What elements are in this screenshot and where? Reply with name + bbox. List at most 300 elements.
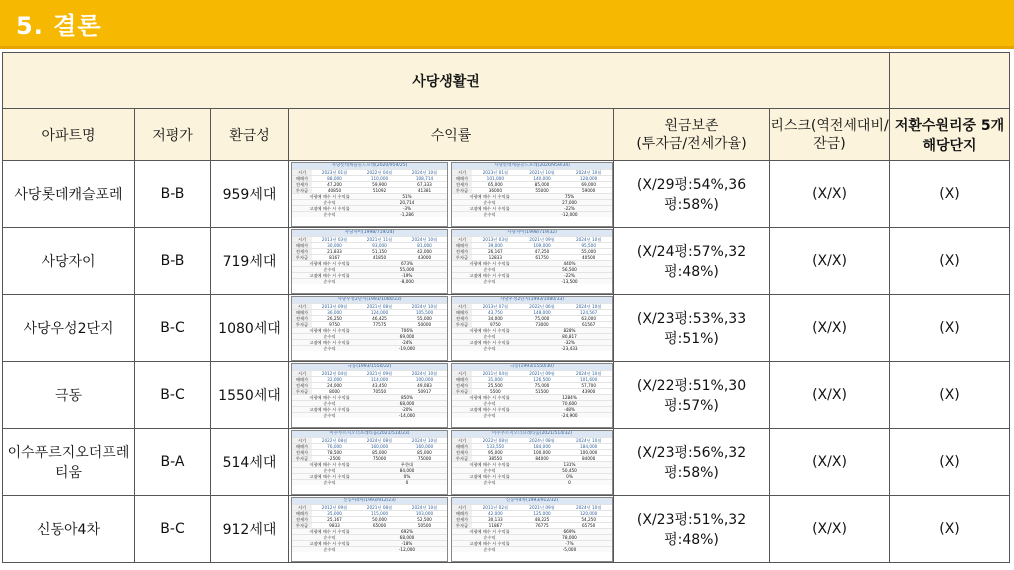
mini-table-cell: 77575 <box>372 322 387 327</box>
returns-cell <box>289 228 614 295</box>
mini-table-cell: 76,000 <box>327 444 342 449</box>
mini-table-cell: 시기 <box>292 170 312 175</box>
mini-summary-label: 저평에 매수 시 수익률 <box>309 462 350 467</box>
mini-table-summary <box>292 327 447 333</box>
mini-table-cell: 시기 <box>452 505 472 510</box>
mini-table-row <box>452 242 612 248</box>
mini-table-cell: 55000 <box>535 188 549 193</box>
mini-table-cell: 투자금 <box>452 255 472 260</box>
mini-table-cell: 2011년 04월 <box>482 371 509 376</box>
mini-table-cell: 54,250 <box>581 517 596 522</box>
returns-tables <box>289 496 613 562</box>
mini-table-cell: 110,000 <box>370 176 389 181</box>
mini-summary-label: 순수익 <box>323 212 336 217</box>
mini-summary-label: 순수익 <box>323 535 336 540</box>
mini-summary-label: 고점에 매수 시 수익률 <box>469 541 510 546</box>
note-value: (X) <box>890 228 1010 295</box>
returns-mini-table <box>451 162 613 227</box>
mini-table-row <box>292 376 447 382</box>
returns-mini-table <box>451 296 613 361</box>
mini-table-cell: 40850 <box>327 188 342 193</box>
returns-tables <box>289 429 613 495</box>
mini-table-cell: 55,000 <box>581 249 596 254</box>
risk-value: (X/X) <box>770 228 890 295</box>
mini-table-cell: 115,000 <box>370 511 389 516</box>
mini-summary-value: 706% <box>401 328 413 333</box>
mini-table-cell: 투자금 <box>452 456 472 461</box>
header-risk <box>770 109 890 161</box>
mini-table-cell: 93,000 <box>372 243 387 248</box>
mini-table-summary <box>452 406 612 412</box>
mini-table-summary <box>292 479 447 485</box>
mini-table-cell: 2011년 02월 <box>482 505 509 510</box>
returns-mini-table <box>291 229 448 294</box>
mini-summary-value: -8,000 <box>400 279 414 284</box>
mini-table-cell: 시기 <box>452 371 472 376</box>
risk-value: (X/X) <box>770 429 890 496</box>
mini-table-summary <box>292 400 447 406</box>
mini-table-title: 사당롯데캐슬골드포레(2020/959/25) <box>292 163 447 169</box>
mini-table-cell: 2021년 09월 <box>529 237 555 242</box>
header-principal-line2: (투자금/전세가율) <box>636 135 747 152</box>
conclusion-table <box>2 52 1010 563</box>
mini-summary-value: 78,000 <box>562 535 577 540</box>
mini-summary-label: 저평에 매수 시 수익률 <box>309 328 350 333</box>
mini-summary-label: 고점에 매수 시 수익률 <box>469 407 510 412</box>
mini-summary-value: 131% <box>563 462 576 467</box>
mini-table-cell: 전세가 <box>292 182 312 187</box>
returns-cell <box>289 429 614 496</box>
mini-table-title: 사당롯데캐슬골드포레(2020/959/34) <box>452 163 612 169</box>
mini-table-cell: 매매가 <box>452 310 472 315</box>
mini-summary-value: 27,000 <box>562 200 577 205</box>
mini-summary-value: 850% <box>401 395 413 400</box>
mini-table-cell: 전세가 <box>452 383 472 388</box>
mini-table-cell: 49,083 <box>417 383 432 388</box>
mini-table-cell: 43000 <box>417 255 432 260</box>
mini-summary-label: 고점에 매수 시 수익률 <box>469 474 510 479</box>
mini-table-cell: 140,000 <box>533 176 551 181</box>
mini-table-row <box>452 443 612 449</box>
mini-summary-label: 순수익 <box>323 279 336 284</box>
mini-summary-value: 0 <box>405 480 409 485</box>
mini-table-cell: 32,000 <box>327 377 342 382</box>
mini-summary-label: 고점에 매수 시 수익률 <box>469 206 510 211</box>
mini-table-row <box>292 510 447 516</box>
mini-table-cell: 30,000 <box>327 243 342 248</box>
mini-table-cell: 46,425 <box>372 316 387 321</box>
mini-summary-value: -12,000 <box>561 212 578 217</box>
mini-table-cell: 투자금 <box>452 322 472 327</box>
mini-summary-label: 순수익 <box>483 200 496 205</box>
mini-table-summary <box>452 339 612 345</box>
mini-table-summary <box>452 272 612 278</box>
mini-table-cell: 9750 <box>490 322 501 327</box>
mini-table-cell: 65750 <box>582 523 596 528</box>
mini-table-summary <box>452 528 612 534</box>
mini-table-cell: 42,000 <box>417 249 432 254</box>
note-value: (X) <box>890 496 1010 563</box>
mini-table-cell: 26,167 <box>488 249 503 254</box>
mini-table-cell: 매매가 <box>452 243 472 248</box>
mini-summary-label: 고점에 매수 시 수익률 <box>469 273 510 278</box>
mini-table-row <box>452 309 612 315</box>
mini-summary-value: -14,000 <box>398 413 416 418</box>
mini-summary-label: 저평에 매수 시 수익률 <box>469 462 510 467</box>
mini-table-row <box>292 242 447 248</box>
mini-table-row <box>452 175 612 181</box>
mini-table-summary <box>452 394 612 400</box>
mini-table-summary <box>292 260 447 266</box>
mini-table-cell: 매매가 <box>452 377 472 382</box>
mini-summary-label: 고점에 매수 시 수익률 <box>469 340 510 345</box>
returns-mini-table <box>451 497 613 562</box>
mini-table-cell: 시기 <box>452 438 472 443</box>
mini-table-cell: 2021년 10월 <box>529 170 555 175</box>
mini-table-cell: 2021년 08월 <box>366 505 393 510</box>
mini-table-summary <box>452 461 612 467</box>
mini-table-summary <box>292 345 447 351</box>
header-risk-line1: 리스크(역전세대비/ <box>770 117 889 134</box>
mini-table-cell: 101,600 <box>580 377 598 382</box>
mini-table-row <box>452 437 612 443</box>
mini-summary-label: 순수익 <box>323 401 336 406</box>
mini-table-summary <box>452 193 612 199</box>
mini-table-cell: 2021년 09월 <box>529 505 555 510</box>
principal-value: (X/29평:54%,36평:58%) <box>614 161 770 228</box>
mini-table-cell: 2012년 09월 <box>321 505 348 510</box>
mini-table-cell: 59000 <box>582 188 596 193</box>
mini-table-summary <box>292 193 447 199</box>
returns-mini-table <box>291 363 448 428</box>
mini-summary-label: 고점에 매수 시 수익률 <box>309 474 350 479</box>
mini-table-summary <box>452 412 612 418</box>
mini-table-cell: 85,000 <box>372 450 387 455</box>
mini-table-cell: 88,000 <box>327 176 342 181</box>
mini-summary-label: 저평에 매수 시 수익률 <box>469 328 510 333</box>
mini-table-cell: 9833 <box>329 523 340 528</box>
header-rating: 저평가 <box>135 109 211 161</box>
mini-table-cell: 투자금 <box>292 322 312 327</box>
returns-tables <box>289 161 613 227</box>
mini-table-title: 사당우성2단지(1993/1080/23) <box>292 297 447 303</box>
mini-table-cell: 184,000 <box>533 444 551 449</box>
mini-table-row <box>292 370 447 376</box>
header-name: 아파트명 <box>3 109 135 161</box>
mini-summary-value: 75% <box>564 194 575 199</box>
principal-value: (X/23평:51%,32평:48%) <box>614 496 770 563</box>
mini-summary-value: -24% <box>401 340 413 345</box>
mini-table-cell: 2024년 10월 <box>575 371 602 376</box>
mini-table-title: 극동(1993/1550/30) <box>452 364 612 370</box>
mini-table-cell: 24,000 <box>327 383 342 388</box>
mini-table-cell: 전세가 <box>292 316 312 321</box>
mini-table-cell: 매매가 <box>452 176 472 181</box>
mini-table-title: 신동아4차(1993/912/32) <box>452 498 612 504</box>
mini-table-summary <box>452 205 612 211</box>
mini-table-cell: 전세가 <box>292 249 312 254</box>
mini-table-cell: 전세가 <box>292 450 312 455</box>
mini-table-cell: 2024년 10월 <box>411 438 438 443</box>
mini-summary-value: -1,286 <box>400 212 414 217</box>
mini-table-cell: 21,833 <box>327 249 342 254</box>
mini-table-cell: 59,900 <box>372 182 387 187</box>
mini-table-title: 이수푸르지오더프레티움(2021/514/23) <box>292 431 447 437</box>
returns-mini-table <box>451 363 613 428</box>
mini-table-cell: 전세가 <box>452 182 472 187</box>
mini-table-row <box>452 303 612 309</box>
mini-table-cell: 매매가 <box>452 444 472 449</box>
mini-table-summary <box>292 199 447 205</box>
mini-summary-label: 순수익 <box>483 480 496 485</box>
mini-table-cell: 160,000 <box>370 444 389 449</box>
mini-table-cell: 39,000 <box>488 243 503 248</box>
mini-table-summary <box>452 479 612 485</box>
mini-summary-value: 673% <box>401 261 413 266</box>
mini-summary-label: 순수익 <box>483 279 496 284</box>
mini-summary-label: 저평에 매수 시 수익률 <box>469 261 510 266</box>
table-row <box>3 429 1010 496</box>
mini-table-row <box>452 382 612 388</box>
mini-table-summary <box>452 400 612 406</box>
returns-mini-table <box>291 430 448 495</box>
mini-table-cell: 47,200 <box>327 182 342 187</box>
principal-value: (X/23평:53%,33평:51%) <box>614 295 770 362</box>
returns-mini-table <box>291 497 448 562</box>
mini-table-summary <box>292 528 447 534</box>
mini-summary-value: -7% <box>565 541 574 546</box>
mini-table-summary <box>452 333 612 339</box>
mini-summary-value: -19% <box>401 273 413 278</box>
mini-table-title: 사당자이(1998/719/24) <box>292 230 447 236</box>
mini-summary-label: 순수익 <box>483 267 496 272</box>
mini-summary-label: 순수익 <box>323 346 336 351</box>
rating-value: B-B <box>135 161 211 228</box>
section-header <box>0 0 1014 46</box>
mini-table-cell: 50500 <box>417 523 432 528</box>
apartment-name: 극동 <box>3 362 135 429</box>
mini-table-cell: 51500 <box>535 389 549 394</box>
mini-table-cell: 2024년 10월 <box>575 304 602 309</box>
rating-value: B-A <box>135 429 211 496</box>
mini-summary-label: 순수익 <box>483 468 496 473</box>
mini-table-cell: 70550 <box>372 389 387 394</box>
mini-table-row <box>292 437 447 443</box>
mini-table-cell: 11867 <box>488 523 502 528</box>
mini-table-summary <box>452 467 612 473</box>
mini-table-summary <box>292 461 447 467</box>
mini-table-cell: 100,000 <box>533 450 551 455</box>
principal-value: (X/23평:56%,32평:58%) <box>614 429 770 496</box>
mini-summary-label: 고점에 매수 시 수익률 <box>309 407 350 412</box>
mini-summary-value: 56,500 <box>562 267 577 272</box>
mini-table-row <box>292 382 447 388</box>
mini-summary-value: 무한대 <box>400 462 414 467</box>
liquidity-value: 1080세대 <box>211 295 289 362</box>
returns-cell <box>289 362 614 429</box>
mini-table-cell: 2024년 10월 <box>575 505 602 510</box>
mini-table-row <box>292 187 447 193</box>
risk-value: (X/X) <box>770 295 890 362</box>
mini-table-cell: 2021년 08월 <box>366 304 393 309</box>
note-value: (X) <box>890 295 1010 362</box>
mini-table-row <box>452 254 612 260</box>
mini-table-cell: 55,000 <box>417 316 432 321</box>
mini-table-cell: 84000 <box>535 456 549 461</box>
mini-table-cell: 시기 <box>292 505 312 510</box>
risk-value: (X/X) <box>770 161 890 228</box>
mini-table-cell: 38550 <box>488 456 502 461</box>
mini-table-row <box>452 187 612 193</box>
mini-table-summary <box>292 467 447 473</box>
mini-table-row <box>452 449 612 455</box>
mini-summary-value: 669% <box>563 529 576 534</box>
rating-value: B-B <box>135 228 211 295</box>
mini-table-cell: 57,700 <box>581 383 596 388</box>
mini-summary-label: 고점에 매수 시 수익률 <box>309 273 350 278</box>
mini-table-cell: 시기 <box>292 304 312 309</box>
mini-table-cell: 126,500 <box>533 377 551 382</box>
mini-table-cell: 투자금 <box>292 456 312 461</box>
table-body <box>3 161 1010 563</box>
mini-table-cell: 42,000 <box>488 511 503 516</box>
mini-table-cell: 전세가 <box>452 450 472 455</box>
mini-table-summary <box>292 394 447 400</box>
mini-table-cell: 36,000 <box>327 310 342 315</box>
mini-table-cell: 2021년 11월 <box>366 237 393 242</box>
note-value: (X) <box>890 362 1010 429</box>
mini-table-row <box>452 504 612 510</box>
mini-table-cell: 34,000 <box>488 316 503 321</box>
mini-table-title: 사당자이(1998/719/32) <box>452 230 612 236</box>
mini-table-cell: 25,500 <box>488 383 503 388</box>
mini-summary-value: -20% <box>401 407 413 412</box>
apartment-name: 사당롯데캐슬포레 <box>3 161 135 228</box>
header-principal <box>614 109 770 161</box>
returns-tables <box>289 228 613 294</box>
mini-summary-value: 68,000 <box>399 535 415 540</box>
mini-summary-value: 828% <box>563 328 576 333</box>
mini-table-cell: 전세가 <box>292 517 312 522</box>
mini-table-cell: 78,500 <box>327 450 342 455</box>
mini-table-cell: 2021년 09월 <box>529 371 555 376</box>
mini-table-cell: 2024년 10월 <box>411 304 438 309</box>
mini-table-cell: 100,000 <box>415 377 434 382</box>
mini-summary-value: -19,000 <box>398 346 416 351</box>
mini-table-cell: 매매가 <box>292 377 312 382</box>
mini-summary-label: 순수익 <box>483 535 496 540</box>
mini-summary-value: -23,433 <box>561 346 578 351</box>
mini-table-cell: 85,000 <box>417 450 432 455</box>
mini-table-cell: 2022년 04월 <box>366 170 393 175</box>
mini-table-cell: 84000 <box>582 456 596 461</box>
mini-table-summary <box>452 211 612 217</box>
mini-table-cell: 124,567 <box>580 310 598 315</box>
mini-summary-label: 저평에 매수 시 수익률 <box>309 261 350 266</box>
mini-summary-label: 순수익 <box>483 212 496 217</box>
mini-table-row <box>292 169 447 175</box>
mini-table-cell: 매매가 <box>452 511 472 516</box>
mini-table-cell: 160,000 <box>415 444 434 449</box>
mini-table-summary <box>452 278 612 284</box>
mini-summary-label: 고점에 매수 시 수익률 <box>309 206 350 211</box>
mini-table-summary <box>292 412 447 418</box>
mini-table-cell: 50000 <box>417 322 432 327</box>
mini-table-row <box>292 181 447 187</box>
mini-summary-label: 저평에 매수 시 수익률 <box>469 194 510 199</box>
mini-table-cell: 67,333 <box>417 182 432 187</box>
mini-table-row <box>292 175 447 181</box>
mini-summary-value: 50,450 <box>562 468 577 473</box>
header-principal-line1: 원금보존 <box>664 117 719 134</box>
mini-table-cell: 95,500 <box>581 243 596 248</box>
mini-summary-label: 고점에 매수 시 수익률 <box>309 340 350 345</box>
mini-table-cell: 108,714 <box>415 176 434 181</box>
mini-table-cell: 43,450 <box>372 383 387 388</box>
returns-mini-table <box>291 162 448 227</box>
mini-table-row <box>452 315 612 321</box>
mini-table-cell: 50917 <box>417 389 432 394</box>
mini-table-summary <box>292 473 447 479</box>
apartment-name: 사당자이 <box>3 228 135 295</box>
mini-table-cell: 41381 <box>417 188 432 193</box>
mini-summary-value: -18% <box>401 541 413 546</box>
mini-table-cell: 65000 <box>372 523 387 528</box>
mini-table-title: 극동(1993/1550/22) <box>292 364 447 370</box>
mini-table-cell: 51092 <box>372 188 387 193</box>
mini-table-row <box>452 370 612 376</box>
mini-summary-label: 저평에 매수 시 수익률 <box>309 529 350 534</box>
returns-cell <box>289 496 614 563</box>
mini-table-row <box>452 181 612 187</box>
mini-table-summary <box>292 205 447 211</box>
mini-table-summary <box>292 406 447 412</box>
mini-table-row <box>452 169 612 175</box>
mini-table-cell: 전세가 <box>452 249 472 254</box>
mini-summary-value: 1284% <box>562 395 577 400</box>
mini-summary-value: -13,500 <box>561 279 578 284</box>
mini-table-row <box>452 321 612 327</box>
mini-table-cell: 114,000 <box>370 377 389 382</box>
mini-table-row <box>292 443 447 449</box>
mini-summary-value: -5,000 <box>562 547 577 552</box>
mini-table-row <box>292 522 447 528</box>
mini-table-row <box>292 236 447 242</box>
header-liquidity: 환금성 <box>211 109 289 161</box>
mini-summary-value: -32% <box>564 340 575 345</box>
mini-table-row <box>292 321 447 327</box>
mini-table-cell: 30,133 <box>488 517 503 522</box>
mini-table-row <box>452 522 612 528</box>
rating-value: B-C <box>135 496 211 563</box>
apartment-name: 사당우성2단지 <box>3 295 135 362</box>
mini-table-title: 신동아4차(1993/912/23) <box>292 498 447 504</box>
mini-summary-label: 순수익 <box>323 267 336 272</box>
mini-summary-value: 0% <box>566 474 573 479</box>
mini-summary-value: 68,000 <box>399 401 415 406</box>
mini-summary-value: -22% <box>564 273 575 278</box>
liquidity-value: 719세대 <box>211 228 289 295</box>
mini-table-cell: 2024년 08월 <box>529 438 555 443</box>
mini-table-cell: 51,150 <box>372 249 387 254</box>
mini-table-cell: 2021년 09월 <box>366 371 393 376</box>
mini-summary-value: -22% <box>564 206 575 211</box>
mini-table-summary <box>452 540 612 546</box>
returns-cell <box>289 295 614 362</box>
mini-table-cell: 133,550 <box>486 444 504 449</box>
mini-table-summary <box>292 211 447 217</box>
mini-table-cell: 2013년 09월 <box>321 304 348 309</box>
